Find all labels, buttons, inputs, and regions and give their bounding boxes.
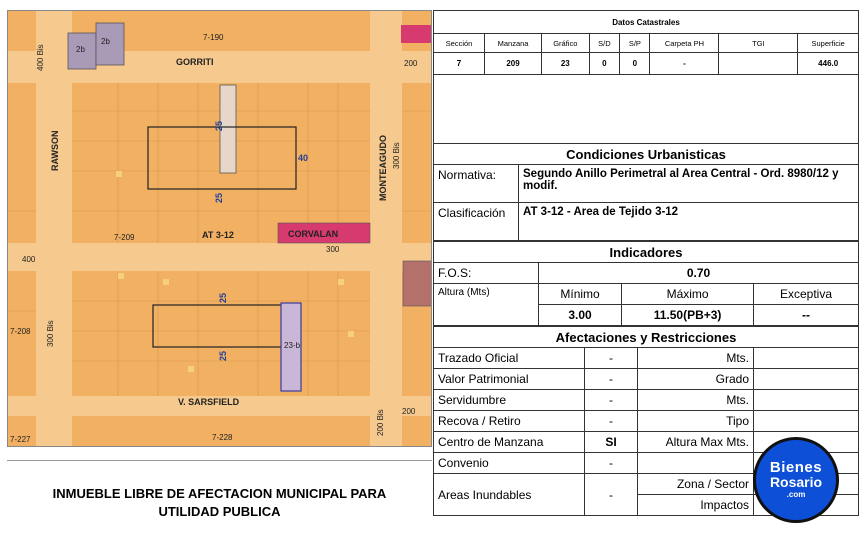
row-right-label: Mts. [638, 348, 754, 369]
dim-25-d: 25 [218, 350, 228, 361]
dim-25-c: 25 [218, 292, 228, 303]
street-gorriti-label: GORRITI [176, 57, 214, 67]
row-right-label: Mts. [638, 390, 754, 411]
row-right-label [638, 453, 754, 474]
logo-line3: .com [786, 490, 806, 499]
row-value: - [585, 369, 638, 390]
maximo-value: 11.50(PB+3) [622, 305, 754, 326]
dim-25-b: 25 [214, 192, 224, 203]
lbl-300bis: 300 Bis [392, 142, 401, 169]
val-sd: 0 [589, 53, 620, 75]
lbl-7-209: 7-209 [114, 233, 135, 242]
row-label: Trazado Oficial [434, 348, 585, 369]
row-label: Centro de Manzana [434, 432, 585, 453]
street-sarsfield-label: V. SARSFIELD [178, 397, 240, 407]
maximo-label: Máximo [622, 284, 754, 305]
val-grafico: 23 [542, 53, 589, 75]
clasificacion-label: Clasificación [434, 203, 519, 241]
lbl-7-228: 7-228 [212, 433, 233, 442]
lbl-400bis-top: 400 Bis [36, 44, 45, 71]
row-value: - [585, 390, 638, 411]
condiciones-table [433, 143, 859, 241]
lbl-200: 200 [402, 407, 416, 416]
val-seccion: 7 [434, 53, 485, 75]
logo-line2: Rosario [769, 474, 823, 490]
row-right-label: Altura Max Mts. [638, 432, 754, 453]
lbl-lot: 23-b [284, 341, 301, 350]
indicadores-title: Indicadores [434, 242, 859, 263]
row-right-value [754, 369, 859, 390]
row-right-value [754, 390, 859, 411]
inundables-label: Areas Inundables [434, 474, 585, 516]
lbl-7-190: 7-190 [203, 33, 224, 42]
minimo-label: Mínimo [539, 284, 622, 305]
row-value: - [585, 411, 638, 432]
inundables-value: - [585, 474, 638, 516]
datos-catastrales-table [433, 10, 859, 75]
altura-label: Altura (Mts) [434, 284, 539, 326]
minimo-value: 3.00 [539, 305, 622, 326]
hdr-tgi: TGI [719, 34, 798, 53]
row-value: - [585, 453, 638, 474]
hdr-sd: S/D [589, 34, 620, 53]
excepcional-value: -- [754, 305, 859, 326]
impactos-label: Impactos [638, 495, 754, 516]
clasificacion-value: AT 3-12 - Area de Tejido 3-12 [519, 203, 859, 241]
row-right-label: Tipo [638, 411, 754, 432]
row-right-value [754, 348, 859, 369]
zona-label: Zona / Sector [638, 474, 754, 495]
normativa-label: Normativa: [434, 165, 519, 203]
street-monteagudo [370, 11, 402, 447]
val-carpeta: - [650, 53, 719, 75]
dim-40: 40 [298, 153, 309, 163]
val-superficie: 446.0 [798, 53, 859, 75]
fos-label: F.O.S: [434, 263, 539, 284]
val-sp: 0 [620, 53, 650, 75]
row-value: SI [585, 432, 638, 453]
normativa-value: Segundo Anillo Perimetral al Area Central - Ord. 8980/12 y modif. [519, 165, 859, 203]
datos-title: Datos Catastrales [434, 11, 859, 34]
afectaciones-title: Afectaciones y Restricciones [434, 327, 859, 348]
val-manzana: 209 [485, 53, 542, 75]
hdr-superficie: Superficie [798, 34, 859, 53]
street-corvalan-label: CORVALAN [288, 229, 339, 239]
row-value: - [585, 348, 638, 369]
street-rawson [36, 11, 72, 447]
hdr-manzana: Manzana [485, 34, 542, 53]
bienes-rosario-logo[interactable] [753, 437, 839, 523]
row-label: Convenio [434, 453, 585, 474]
row-right-value [754, 411, 859, 432]
hdr-grafico: Gráfico [542, 34, 589, 53]
fos-value: 0.70 [539, 263, 859, 284]
hdr-carpeta: Carpeta PH [650, 34, 719, 53]
logo-line1: Bienes [769, 459, 823, 476]
blank-area [433, 75, 859, 143]
lbl-400: 400 [22, 255, 36, 264]
indicadores-table [433, 241, 859, 326]
cadastral-map[interactable] [7, 10, 432, 447]
hdr-seccion: Sección [434, 34, 485, 53]
hdr-sp: S/P [620, 34, 650, 53]
row-label: Valor Patrimonial [434, 369, 585, 390]
lbl-2b-b: 2b [101, 37, 110, 46]
street-rawson-label: RAWSON [50, 130, 60, 171]
condiciones-title: Condiciones Urbanisticas [434, 144, 859, 165]
row-label: Servidumbre [434, 390, 585, 411]
lbl-7-208: 7-208 [10, 327, 31, 336]
map-drawing [8, 11, 432, 447]
lbl-300bis-left: 300 Bis [46, 320, 55, 347]
lbl-200bis: 200 Bis [376, 409, 385, 436]
zone-label: AT 3-12 [202, 230, 234, 240]
row-right-label: Grado [638, 369, 754, 390]
lbl-300: 300 [326, 245, 340, 254]
lbl-7-227: 7-227 [10, 435, 31, 444]
caption: INMUEBLE LIBRE DE AFECTACION MUNICIPAL PARA UTILIDAD PUBLICA [7, 460, 432, 545]
excepcional-label: Exceptiva [754, 284, 859, 305]
lbl-2b-a: 2b [76, 45, 85, 54]
row-label: Recova / Retiro [434, 411, 585, 432]
val-tgi [719, 53, 798, 75]
dim-25-a: 25 [214, 120, 224, 131]
lbl-200-top: 200 [404, 59, 418, 68]
street-monteagudo-label: MONTEAGUDO [378, 135, 388, 201]
